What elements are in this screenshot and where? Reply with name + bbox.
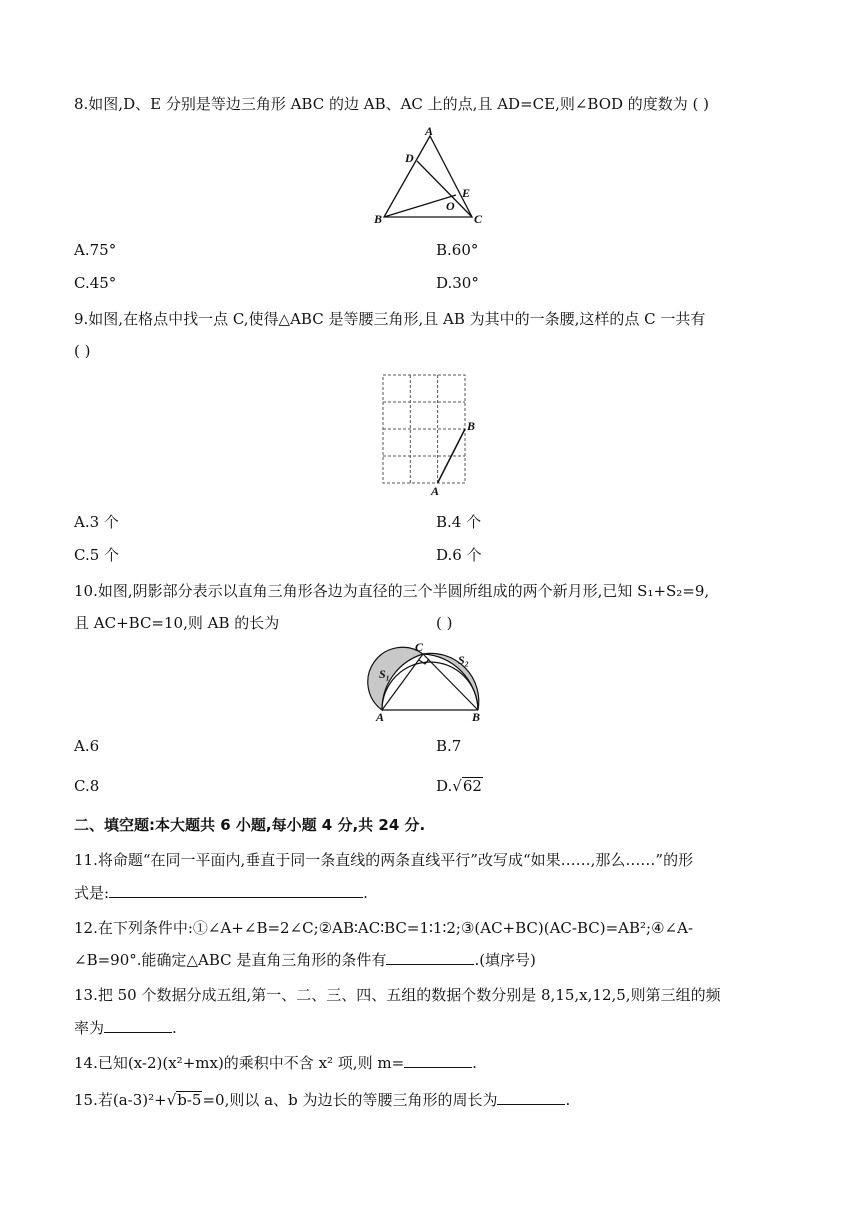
- q15-answer-blank[interactable]: [497, 1090, 565, 1105]
- q12-answer-blank[interactable]: [386, 950, 474, 965]
- q9-grid-figure: [378, 370, 488, 498]
- q10-option-d-label: D.: [436, 777, 453, 795]
- q8-label-d: D: [405, 151, 414, 165]
- triangle-abc: [384, 136, 472, 217]
- q8-option-c: C.45°: [74, 274, 117, 292]
- q9-option-d: D.6 个: [436, 546, 482, 564]
- q11-end: .: [363, 884, 368, 902]
- q9-stem-line1: 9.如图,在格点中找一点 C,使得△ABC 是等腰三角形,且 AB 为其中的一条腰,这样的点 C 一共有: [74, 310, 706, 328]
- q13-answer-blank[interactable]: [104, 1018, 172, 1033]
- q14-end: .: [472, 1054, 477, 1072]
- q10-label-c: C: [415, 640, 424, 654]
- q14-line: [74, 1053, 477, 1073]
- q10-stem-line1: 10.如图,阴影部分表示以直角三角形各边为直径的三个半圆所组成的两个新月形,已知 S₁+S₂=9,: [74, 582, 710, 600]
- q15-radicand: b-5: [177, 1091, 202, 1109]
- dashed-grid: [383, 375, 465, 483]
- q10-label-s1: S₁: [379, 667, 390, 681]
- q10-option-c: C.8: [74, 777, 100, 795]
- q8-figure: [368, 124, 498, 228]
- q15-end: .: [565, 1091, 571, 1109]
- sqrt-sign: √: [452, 777, 462, 795]
- q11-answer-blank[interactable]: [109, 883, 363, 898]
- q8-option-a: A.75°: [74, 241, 117, 259]
- q9-label-a: A: [431, 484, 440, 498]
- q14-answer-blank[interactable]: [404, 1053, 472, 1068]
- q10-option-a: A.6: [74, 737, 100, 755]
- q8-option-b: B.60°: [436, 241, 479, 259]
- q10-option-b: B.7: [436, 737, 462, 755]
- q11-line2: [74, 883, 368, 903]
- lune-s1: [368, 647, 423, 710]
- q8-label-o: O: [446, 199, 455, 213]
- q9-label-b: B: [467, 419, 476, 433]
- q10-label-b: B: [472, 710, 481, 724]
- q10-option-d-radicand: 62: [462, 777, 482, 795]
- sqrt-sign: √: [166, 1091, 177, 1109]
- q12-line1: 12.在下列条件中:①∠A+∠B=2∠C;②AB∶AC∶BC=1∶1∶2;③(AC+BC)(AC-BC)=AB²;④∠A-: [74, 919, 694, 937]
- q10-option-d: [436, 776, 483, 796]
- q8-label-a: A: [425, 124, 434, 138]
- q13-line2-text: 率为: [74, 1019, 105, 1037]
- q12-line2-text: ∠B=90°.能确定△ABC 是直角三角形的条件有: [74, 951, 387, 969]
- q15-text: 15.若(a-3)²+: [74, 1091, 167, 1109]
- q10-label-a: A: [376, 710, 385, 724]
- q9-option-c: C.5 个: [74, 546, 120, 564]
- q14-text: 14.已知(x-2)(x²+mx)的乘积中不含 x² 项,则 m=: [74, 1054, 405, 1072]
- q11-line1: 11.将命题“在同一平面内,垂直于同一条直线的两条直线平行”改写成“如果……,那么……”的形: [74, 851, 694, 869]
- q12-line2-tail: .(填序号): [474, 951, 536, 969]
- q9-stem-line2: ( ): [74, 342, 91, 360]
- q8-option-d: D.30°: [436, 274, 479, 292]
- q8-stem: 8.如图,D、E 分别是等边三角形 ABC 的边 AB、AC 上的点,且 AD=CE,则∠BOD 的度数为 ( ): [74, 95, 710, 113]
- q8-label-b: B: [374, 212, 383, 226]
- q13-line1: 13.把 50 个数据分成五组,第一、二、三、四、五组的数据个数分别是 8,15,x,12,5,则第三组的频: [74, 986, 721, 1004]
- q11-line2-text: 式是:: [74, 884, 110, 902]
- q15-text-tail: =0,则以 a、b 为边长的等腰三角形的周长为: [202, 1091, 498, 1109]
- section-2-heading: 二、填空题:本大题共 6 小题,每小题 4 分,共 24 分.: [74, 816, 426, 834]
- q10-stem-line2: 且 AC+BC=10,则 AB 的长为: [74, 614, 280, 632]
- q9-option-a: A.3 个: [74, 513, 119, 531]
- q12-line2: [74, 950, 536, 970]
- q13-line2: [74, 1018, 177, 1038]
- q13-end: .: [172, 1019, 177, 1037]
- q15-line: [74, 1090, 570, 1110]
- q10-label-s2: S₂: [458, 653, 469, 667]
- q10-lune-figure: [362, 640, 498, 724]
- q8-label-c: C: [474, 212, 483, 226]
- q8-label-e: E: [462, 186, 471, 200]
- q9-option-b: B.4 个: [436, 513, 482, 531]
- q10-answer-paren: ( ): [436, 614, 453, 632]
